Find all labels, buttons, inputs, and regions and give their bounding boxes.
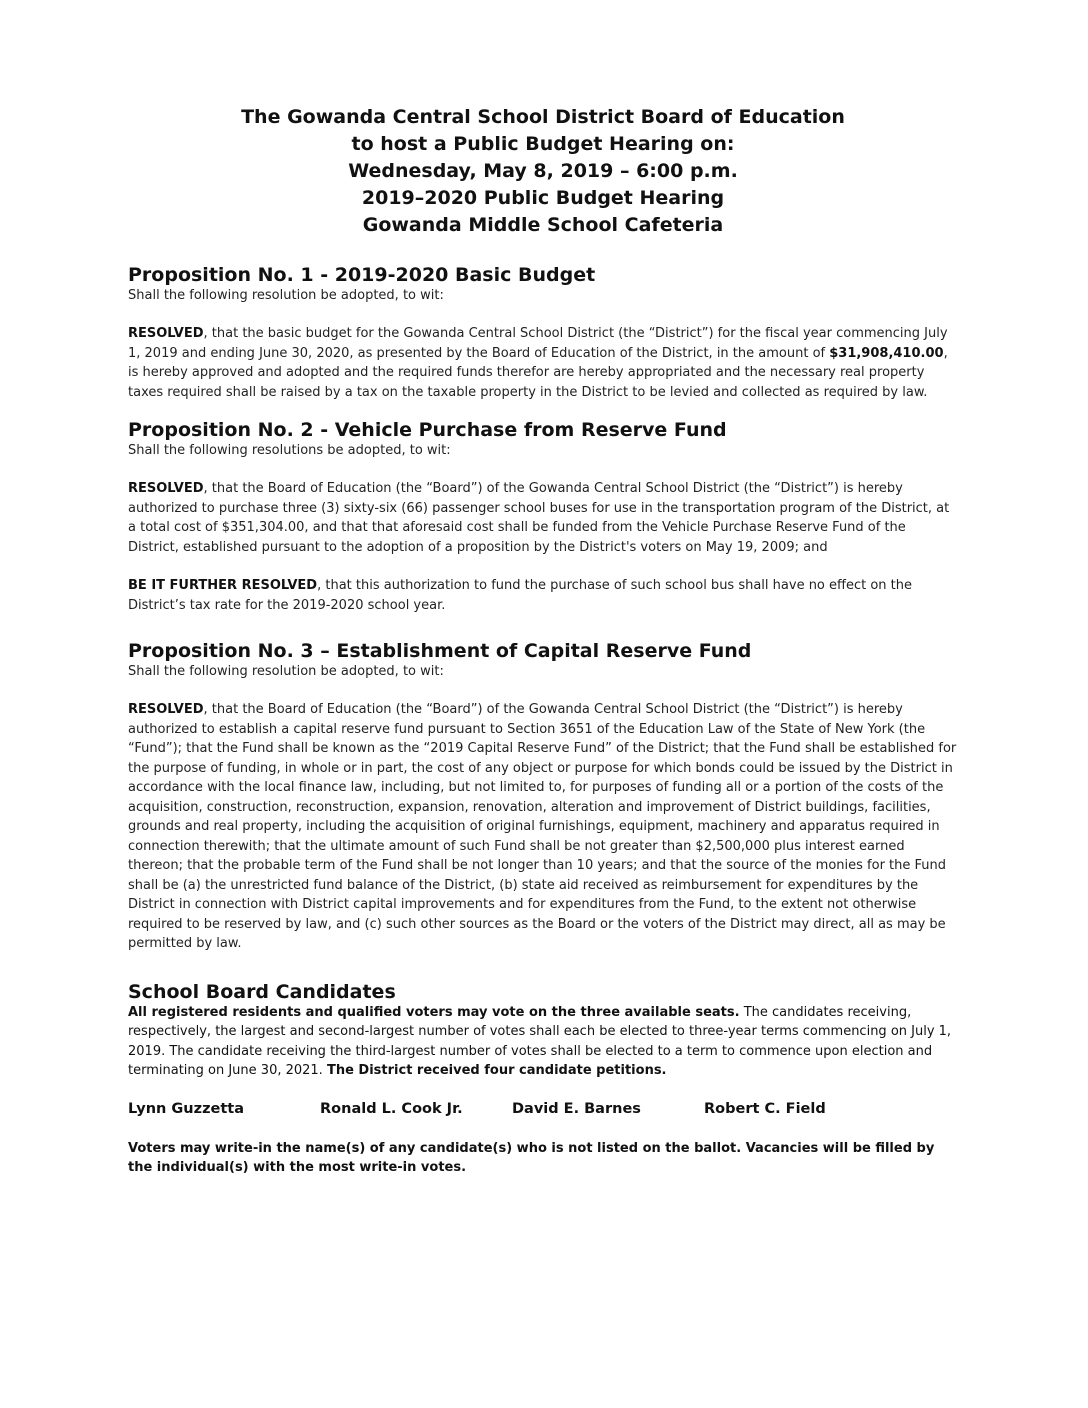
prop3-title: Proposition No. 3 – Establishment of Capital Reserve Fund <box>128 640 752 662</box>
candidate-name: David E. Barnes <box>512 1100 641 1117</box>
header-line-board: The Gowanda Central School District Board of Education <box>241 106 845 128</box>
prop3-resolved-label: RESOLVED <box>128 702 204 717</box>
header-line-hearing: to host a Public Budget Hearing on: <box>351 133 735 155</box>
prop2-further-text: , that this authorization to fund the purchase of such school bus shall have no effect on the District’s tax rate for the 2019-2020 school year. <box>128 578 913 613</box>
prop1-intro: Shall the following resolution be adopted, to wit: <box>128 288 444 303</box>
document-header <box>128 104 958 239</box>
prop2-further-resolution <box>128 576 958 615</box>
prop2-intro: Shall the following resolutions be adopted, to wit: <box>128 443 451 458</box>
prop3-resolved-text: , that the Board of Education (the “Board”) of the Gowanda Central School District (the “District”) is hereby authorized to establish a capital reserve fund pursuant to Section 3651 of the Education Law of the State of New York (the “Fund”); that the Fund shall be known as the “2019 Capital Reserve Fund” of the District; that the Fund shall be established for the purpose of funding, in whole or in part, the cost of any object or purpose for which bonds could be issued by the District in accordance with the local finance law, including, but not limited to, for purposes of funding all or a portion of the costs of the acquisition, construction, reconstruction, expansion, renovation, alteration and improvement of District buildings, facilities, grounds and real property, including the acquisition of original furnishings, equipment, machinery and apparatus required in connection therewith; that the ultimate amount of such Fund shall be not greater than $2,500,000 plus interest earned thereon; that the probable term of the Fund shall be not longer than 10 years; and that the source of the monies for the Fund shall be (a) the unrestricted fund balance of the District, (b) state aid received as reimbursement for expenditures by the District in connection with District capital improvements and for expenditures from the Fund, to the extent not otherwise required to be reserved by law, and (c) such other sources as the Board or the voters of the District may direct, all as may be permitted by law. <box>128 702 957 951</box>
candidate-names <box>128 1099 958 1119</box>
candidate-name: Lynn Guzzetta <box>128 1100 244 1117</box>
prop2-resolved-text: , that the Board of Education (the “Board”) of the Gowanda Central School District (the “District”) is hereby authorized to purchase three (3) sixty-six (66) passenger school buses for use in the transportation program of the District, at a total cost of $351,304.00, and that that aforesaid cost shall be funded from the Vehicle Purchase Reserve Fund of the District, established pursuant to the adoption of a proposition by the District's voters on May 19, 2009; and <box>128 481 950 555</box>
candidates-intro <box>128 1003 958 1081</box>
candidates-intro-text: The candidates receiving, respectively, the largest and second-largest number of votes shall each be elected to three-year terms commencing on July 1, 2019. The candidate receiving the third-largest number of votes shall be elected to a term to commence upon election and terminating on June 30, 2021. <box>128 1004 952 1078</box>
prop1-text-after: , is hereby approved and adopted and the required funds therefor are hereby appropriated and the necessary real property taxes required shall be raised by a tax on the taxable property in the District to be levied and collected as required by law. <box>128 345 948 400</box>
write-in-note: Voters may write-in the name(s) of any candidate(s) who is not listed on the ballot. Vacancies will be filled by the individual(s) with the most write-in votes. <box>128 1140 935 1175</box>
prop2-title: Proposition No. 2 - Vehicle Purchase from Reserve Fund <box>128 419 727 441</box>
prop1-resolution <box>128 324 958 402</box>
header-line-budget: 2019–2020 Public Budget Hearing <box>361 187 725 209</box>
header-line-location: Gowanda Middle School Cafeteria <box>362 214 724 236</box>
prop1-text-before: , that the basic budget for the Gowanda Central School District (the “District”) for the fiscal year commencing July 1, 2019 and ending June 30, 2020, as presented by the Board of Education of the District, in the amount of <box>128 326 948 361</box>
prop3-resolution <box>128 700 958 954</box>
prop2-resolved-label: RESOLVED <box>128 481 204 496</box>
prop3-intro: Shall the following resolution be adopted, to wit: <box>128 664 444 679</box>
candidate-name: Ronald L. Cook Jr. <box>320 1100 463 1117</box>
candidates-intro-bold: All registered residents and qualified voters may vote on the three available seats. <box>128 1004 740 1020</box>
prop1-amount: $31,908,410.00 <box>829 345 944 361</box>
candidates-intro-bold-end: The District received four candidate petitions. <box>326 1063 667 1078</box>
candidates-title: School Board Candidates <box>128 980 396 1003</box>
prop2-further-label: BE IT FURTHER RESOLVED <box>128 578 318 593</box>
prop1-resolved-label: RESOLVED <box>128 326 204 341</box>
header-line-date: Wednesday, May 8, 2019 – 6:00 p.m. <box>348 160 738 182</box>
document-page <box>128 104 958 1178</box>
prop2-resolution <box>128 479 958 557</box>
candidate-name: Robert C. Field <box>704 1100 826 1117</box>
prop1-title: Proposition No. 1 - 2019-2020 Basic Budget <box>128 264 596 286</box>
